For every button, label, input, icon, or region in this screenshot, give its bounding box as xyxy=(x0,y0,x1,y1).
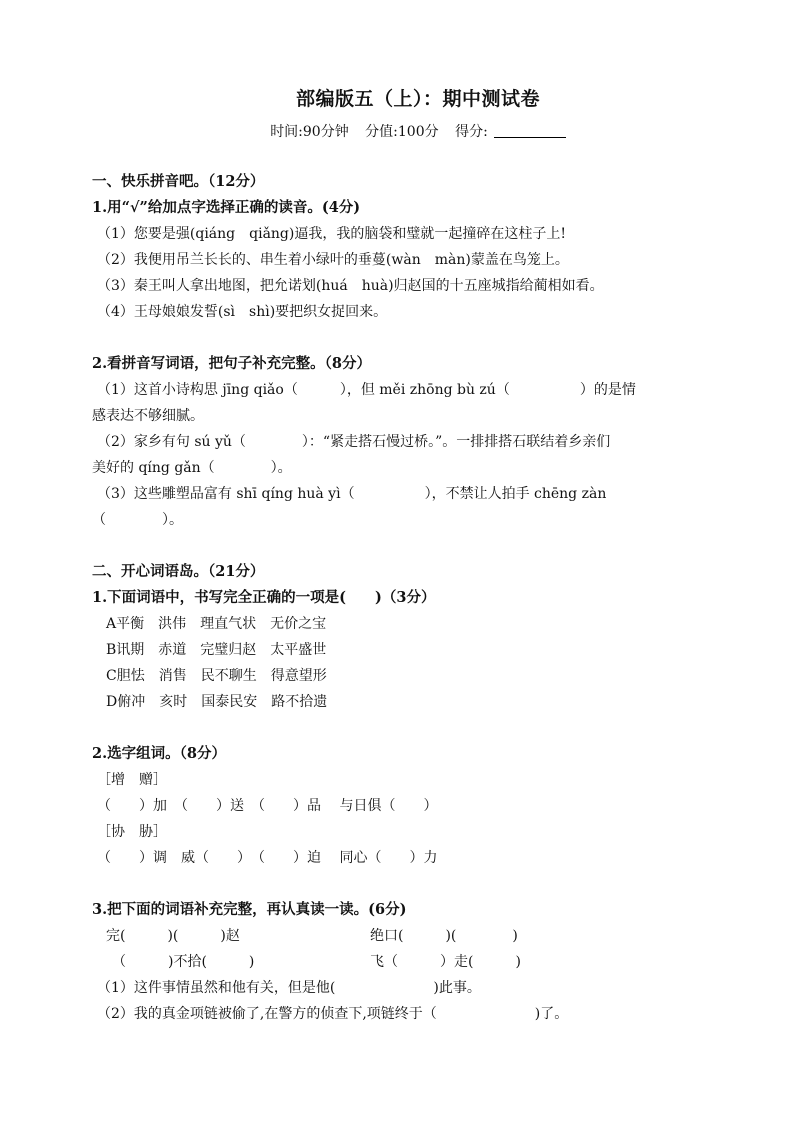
s1-q2-line: 美好的 qíng gǎn（ ）。 xyxy=(92,460,292,476)
option-word: 亥时 xyxy=(159,694,188,710)
section-1-heading: 一、快乐拼音吧。（12分） xyxy=(92,173,265,190)
option-word: 得意望形 xyxy=(270,668,327,684)
s2-q3-fill: 绝口( )( ) xyxy=(370,928,518,944)
option-d[interactable] xyxy=(106,692,726,712)
score-label: 得分: xyxy=(455,124,488,140)
option-word: 赤道 xyxy=(158,642,187,658)
s2-q2-line: （ ）调 威（ ） （ ）迫 同心（ ）力 xyxy=(97,850,438,866)
option-word: 路不拾遗 xyxy=(271,694,328,710)
option-word: 国泰民安 xyxy=(201,694,258,710)
s2-q1-prompt: 1.下面词语中，书写完全正确的一项是( )（3分） xyxy=(92,589,436,606)
s1-q2-line: （3）这些雕塑品富有 shī qíng huà yì（ ），不禁让人拍手 chēng zàn xyxy=(97,486,607,502)
s2-q3-fill: 飞（ ）走( ) xyxy=(370,954,521,970)
s2-q2-line: ［协 胁］ xyxy=(97,824,167,840)
option-word: 完璧归赵 xyxy=(200,642,257,658)
option-c[interactable] xyxy=(106,666,726,686)
s2-q2-prompt: 2.选字组词。（8分） xyxy=(92,745,226,762)
option-word: D俯冲 xyxy=(106,694,146,710)
option-word: 太平盛世 xyxy=(270,642,327,658)
page-title: 部编版五（上）：期中测试卷 xyxy=(295,88,540,110)
exam-time: 时间:90分钟 xyxy=(270,124,349,140)
s2-q3-item: （1）这件事情虽然和他有关，但是他( )此事。 xyxy=(97,980,481,996)
score-blank[interactable] xyxy=(494,123,566,138)
option-word: 无价之宝 xyxy=(270,616,327,632)
option-word: 消售 xyxy=(158,668,187,684)
s1-q2-prompt: 2.看拼音写词语，把句子补充完整。（8分） xyxy=(92,355,371,372)
option-word: 民不聊生 xyxy=(200,668,257,684)
s1-q2-line: （2）家乡有句 sú yǔ（ ）：“紧走搭石慢过桥。”。一排排搭石联结着乡亲们 xyxy=(97,434,611,450)
s1-q1-item: （4）王母娘娘发誓(sì shì)要把织女捉回来。 xyxy=(97,304,388,320)
exam-info xyxy=(0,121,794,141)
s1-q1-prompt: 1.用“√”给加点字选择正确的读音。(4分) xyxy=(92,199,361,216)
exam-total: 分值:100分 xyxy=(365,124,439,140)
option-word: B讯期 xyxy=(106,642,145,658)
s1-q1-item: （2）我便用吊兰长长的、串生着小绿叶的垂蔓(wàn màn)蒙盖在鸟笼上。 xyxy=(97,252,569,268)
s1-q1-item: （1）您要是强(qiáng qiǎng)逼我，我的脑袋和璧就一起撞碎在这柱子上! xyxy=(97,226,566,242)
s2-q2-line: ［增 赠］ xyxy=(97,772,167,788)
option-word: 洪伟 xyxy=(158,616,187,632)
s1-q2-line: （ ）。 xyxy=(92,512,183,528)
s1-q1-item: （3）秦王叫人拿出地图，把允诺划(huá huà)归赵国的十五座城指给蔺相如看。 xyxy=(97,278,604,294)
s2-q2-line: （ ）加 （ ）送 （ ）品 与日俱（ ） xyxy=(97,798,438,814)
s2-q3-fill: 完( )( )赵 xyxy=(106,928,240,944)
s2-q3-fill: （ )不拾( ) xyxy=(112,954,255,970)
option-word: 理直气状 xyxy=(200,616,257,632)
s2-q3-prompt: 3.把下面的词语补充完整，再认真读一读。(6分) xyxy=(92,901,407,918)
option-word: C胆怯 xyxy=(106,668,145,684)
s2-q3-item: （2）我的真金项链被偷了,在警方的侦查下,项链终于（ )了。 xyxy=(97,1006,569,1022)
s1-q2-line: 感表达不够细腻。 xyxy=(92,408,204,424)
section-2-heading: 二、开心词语岛。（21分） xyxy=(92,563,265,580)
option-a[interactable] xyxy=(106,614,726,634)
option-b[interactable] xyxy=(106,640,726,660)
option-word: A平衡 xyxy=(106,616,145,632)
s1-q2-line: （1）这首小诗构思 jīng qiǎo（ ），但 měi zhōng bù zú（ ）的是情 xyxy=(97,382,636,398)
